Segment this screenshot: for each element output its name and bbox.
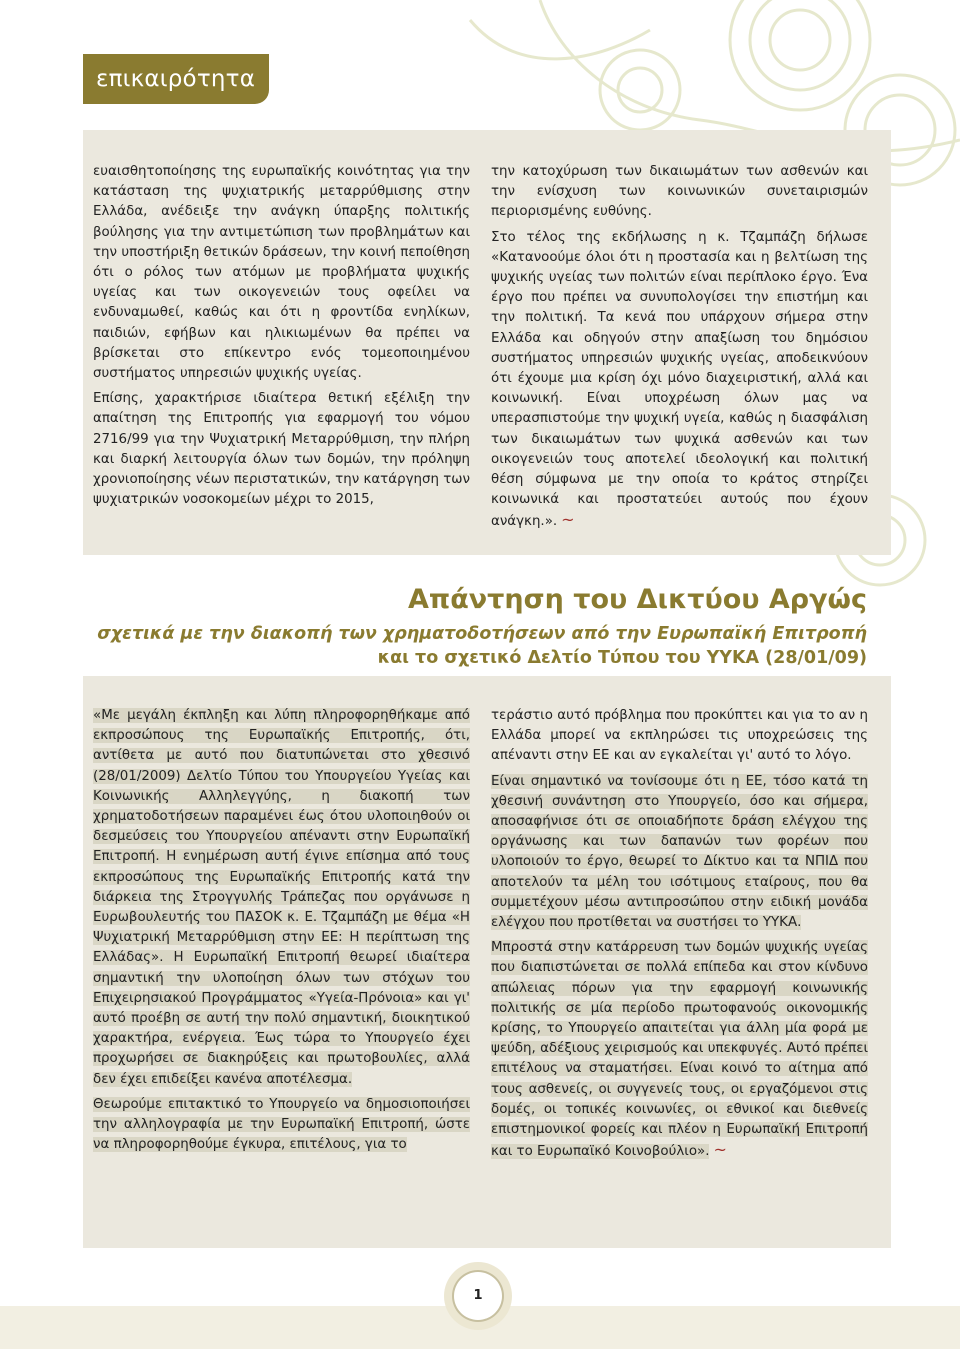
article2-right-paragraph: Είναι σημαντικό να τονίσουμε ότι η ΕΕ, τόσο κατά τη χθεσινή συνάντηση στο Υπουργείο, όσο και σήμερα, αποσαφήνισε ότι σε οποιαδήποτε δράση ελέγχου της οργάνωσης και των δαπανών των φορέων που υλοποιούν το έργο, θεωρεί το Δίκτυο και τα ΝΠΙΔ που αποτελούν τα μέλη του ισότιμους εταίρους, που θα συμμετέχουν μέσω αντιπροσώπου στην ειδική μονάδα ελέγχου που προτίθεται να συστήσει το ΥΥΚΑ. [491,773,868,931]
article2-title: Απάντηση του Δικτύου Αργώς [407,584,867,615]
article1-quote: Στο τέλος της εκδήλωσης η κ. Τζαμπάζη δήλωσε «Κατανοούμε όλοι ότι η προστασία και η βελτίωση της ψυχικής υγείας των πολιτών είναι περίπλοκο έργο. Ένα έργο που πρέπει να συνυπολογίσει την επιστήμη και την πολιτική. Τα κενά που υπάρχουν σήμερα στην Ελλάδα και οδηγούν στην απαξίωση του δημόσιου συστήματος υπηρεσιών ψυχικής υγείας, αποδεικνύουν ότι έχουμε μια κρίση όχι μόνο διαχειριστική, αλλά και κοινωνική. Είναι υποχρέωση όλων μας να υπερασπιστούμε την ψυχική υγεία, καθώς η διασφάλιση των δικαιωμάτων των ψυχικά ασθενών και των οικογενειών τους αποτελεί ιδεολογική και πολιτική θέση σύμφωνα με την οποία το κράτος στηρίζει κοινωνικά και προστατεύει αυτούς που έχουν ανάγκη.». [491,229,868,530]
article1-right-paragraph [491,228,868,533]
article2-right-paragraph: τεράστιο αυτό πρόβλημα που προκύπτει και για το αν η Ελλάδα μπορεί να εκπληρώσει τις υποχρεώσεις της απέναντι στην ΕΕ και αν εγκαλείται γι' αυτό το λόγο. [491,708,868,764]
article1-column-right [491,162,868,538]
article2-column-left [93,706,470,1160]
article1-left-paragraph: ευαισθητοποίησης της ευρωπαϊκής κοινότητας για την κατάσταση της ψυχιατρικής μεταρρύθμισης στην Ελλάδα, ανέδειξε την ανάγκη ύπαρξης πολιτικής βούλησης για την αντιμετώπιση των προβλημάτων και την υποστήριξη θετικών δράσεων, την κοινή πεποίθηση ότι ο ρόλος των ατόμων με προβλήματα ψυχικής υγείας και των οικογενειών τους οφείλει να ενδυναμωθεί, καθώς και ότι η φροντίδα ενηλίκων, παιδιών, εφήβων και ηλικιωμένων θα πρέπει να βρίσκεται στο επίκεντρο ενός τομεοποιημένου συστήματος υπηρεσιών ψυχικής υγείας. [93,164,470,382]
article1-left-paragraph: Επίσης, χαρακτήρισε ιδιαίτερα θετική εξέλιξη την απαίτηση της Επιτροπής για εφαρμογή του νόμου 2716/99 για την Ψυχιατρική Μεταρρύθμιση, την πλήρη και διαρκή λειτουργία όλων των δομών, την πρόληψη χρονιοποίησης νέων περιστατικών, την κατάργηση των ψυχιατρικών νοσοκομείων μέχρι το 2015, [93,391,470,508]
article2-right-paragraph: Μπροστά στην κατάρρευση των δομών ψυχικής υγείας που διαπιστώνεται σε πολλά επίπεδα και στον κίνδυνο απώλειας πόρων για την εφαρμογή κοινωνικής πολιτικής σε μία περίοδο πρωτοφανούς οικονομικής κρίσης, το Υπουργείο απαιτείται για άλλη μία φορά με ψεύδη, αδέξιους χειρισμούς και υπεκφυγές. Αυτό πρέπει επιτέλους να σταματήσει. Είναι κοινό το αίτημα από τους ασθενείς, οι συγγενείς τους, οι εργαζόμενοι στις δομές, οι τοπικές κοινωνίες, οι εθνικοί και διεθνείς επιστημονικοί φορείς και πλέον η Ευρωπαϊκή Επιτροπή και το Ευρωπαϊκό Κοινοβούλιο». ~ [491,940,868,1160]
end-mark-icon: ~ [713,1140,727,1160]
article2-column-right [491,706,868,1167]
section-tag: επικαιρότητα [83,54,269,104]
article2-subtitle-line2: και το σχετικό Δελτίο Τύπου του ΥΥΚΑ (28/01/09) [377,648,867,668]
page-number: 1 [454,1272,502,1320]
article2-left-paragraph: Θεωρούμε επιτακτικό το Υπουργείο να δημοσιοποιήσει την αλληλογραφία με την Ευρωπαϊκή Επιτροπή, ώστε να πληροφορηθούμε έγκυρα, επιτέλους, για το [93,1096,470,1153]
article2-left-paragraph: «Με μεγάλη έκπληξη και λύπη πληροφορηθήκαμε από εκπροσώπους της Ευρωπαϊκής Επιτροπής, ότι, αντίθετα με αυτό που διατυπώνεται στο χθεσινό (28/01/2009) Δελτίο Τύπου του Υπουργείου Υγείας και Κοινωνικής Αλληλεγγύης, η διακοπή των χρηματοδοτήσεων παραμένει έως ότου υλοποιηθούν οι δεσμεύσεις του Υπουργείου απέναντι στην Ευρωπαϊκή Επιτροπή. Η ενημέρωση αυτή έγινε επίσημα από τους εκπροσώπους της Ευρωπαϊκής Επιτροπής κατά την διάρκεια της Στρογγυλής Τράπεζας που οργάνωσε η Ευρωβουλευτής του ΠΑΣΟΚ κ. Ε. Τζαμπάζη με θέμα «Η Ψυχιατρική Μεταρρύθμιση στην ΕΕ: Η περίπτωση της Ελλάδας». Η Ευρωπαϊκή Επιτροπή θεωρεί ιδιαίτερα σημαντική την υλοποίηση όλων των στόχων του Επιχειρησιακού Προγράμματος «Υγεία-Πρόνοια» και γι' αυτό προέβη σε αυτή την πολύ σημαντική, διοικητικού χαρακτήρα, ενέργεια. Έως τώρα το Υπουργείο έχει προχωρήσει σε διακηρύξεις και πρωτοβουλίες, αλλά δεν έχει επιδείξει κανένα αποτέλεσμα. [93,708,470,1087]
end-mark-icon: ~ [561,510,575,530]
article1-right-paragraph: την κατοχύρωση των δικαιωμάτων των ασθενών και την ενίσχυση των κοινωνικών συνεταιρισμών περιορισμένης ευθύνης. [491,164,868,220]
article2-subtitle-line1: σχετικά με την διακοπή των χρηματοδοτήσεων από την Ευρωπαϊκή Επιτροπή [97,624,867,644]
article1-column-left [93,162,470,515]
